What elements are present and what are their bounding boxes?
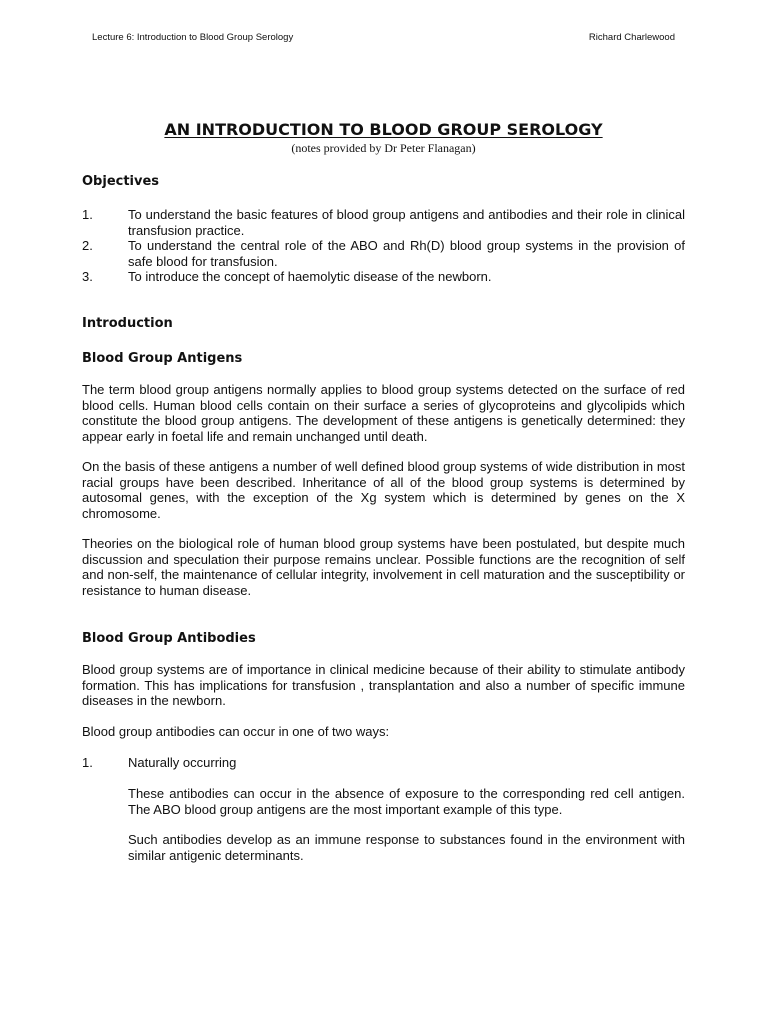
antibody-type-text: Naturally occurring [128,755,237,770]
header-lecture-title: Lecture 6: Introduction to Blood Group Serology [92,32,294,43]
header-author: Richard Charlewood [588,32,675,43]
antibodies-paragraph: Blood group systems are of importance in clinical medicine because of their ability to stimulate antibody formation. This has implications for transfusion , transplantation and also a number of specific immune diseases in the newborn. [82,662,685,708]
objectives-list [82,207,685,285]
objective-item [82,207,685,238]
antibody-types-list [82,755,685,771]
objective-number: 2. [82,238,93,253]
antibodies-sub-paragraph: These antibodies can occur in the absence of exposure to the corresponding red cell antigen. The ABO blood group antigens are the most important example of this type. [128,786,685,817]
antigens-paragraph: On the basis of these antigens a number of well defined blood group systems of wide distribution in most racial groups have been described. Inheritance of all of the blood group systems is determined by autosomal genes, with the exception of the Xg system which is determined by genes on the X chromosome. [82,459,685,521]
document-subtitle: (notes provided by Dr Peter Flanagan) [291,141,476,155]
objectives-heading: Objectives [82,174,160,189]
document-title: AN INTRODUCTION TO BLOOD GROUP SEROLOGY [164,120,603,139]
antibody-type-item [82,755,685,771]
antibodies-paragraph: Blood group antibodies can occur in one of two ways: [82,724,390,739]
document-page [82,0,685,1024]
antibody-type-number: 1. [82,755,93,770]
antigens-paragraph: The term blood group antigens normally applies to blood group systems detected on the surface of red blood cells. Human blood cells contain on their surface a series of glycoproteins and glycolipids which constitute the blood group antigens. The development of these antigens is genetically determined: they appear early in foetal life and remain unchanged until death. [82,382,685,444]
antigens-heading: Blood Group Antigens [82,351,243,366]
antibodies-sub-paragraph: Such antibodies develop as an immune response to substances found in the environment with similar antigenic determinants. [128,832,685,863]
antibodies-heading: Blood Group Antibodies [82,631,256,646]
objective-item [82,269,685,285]
objective-item [82,238,685,269]
objective-number: 3. [82,269,93,284]
objective-text: To understand the central role of the ABO and Rh(D) blood group systems in the provision of safe blood for transfusion. [128,238,685,269]
antigens-paragraph: Theories on the biological role of human blood group systems have been postulated, but despite much discussion and speculation their purpose remains unclear. Possible functions are the recognition of self and non-self, the maintenance of cellular integrity, involvement in cell maturation and the susceptibility or resistance to human disease. [82,536,685,598]
objective-text: To introduce the concept of haemolytic disease of the newborn. [128,269,492,284]
objective-number: 1. [82,207,93,222]
introduction-heading: Introduction [82,316,173,331]
objective-text: To understand the basic features of blood group antigens and antibodies and their role in clinical transfusion practice. [128,207,685,238]
title-block [82,120,685,155]
